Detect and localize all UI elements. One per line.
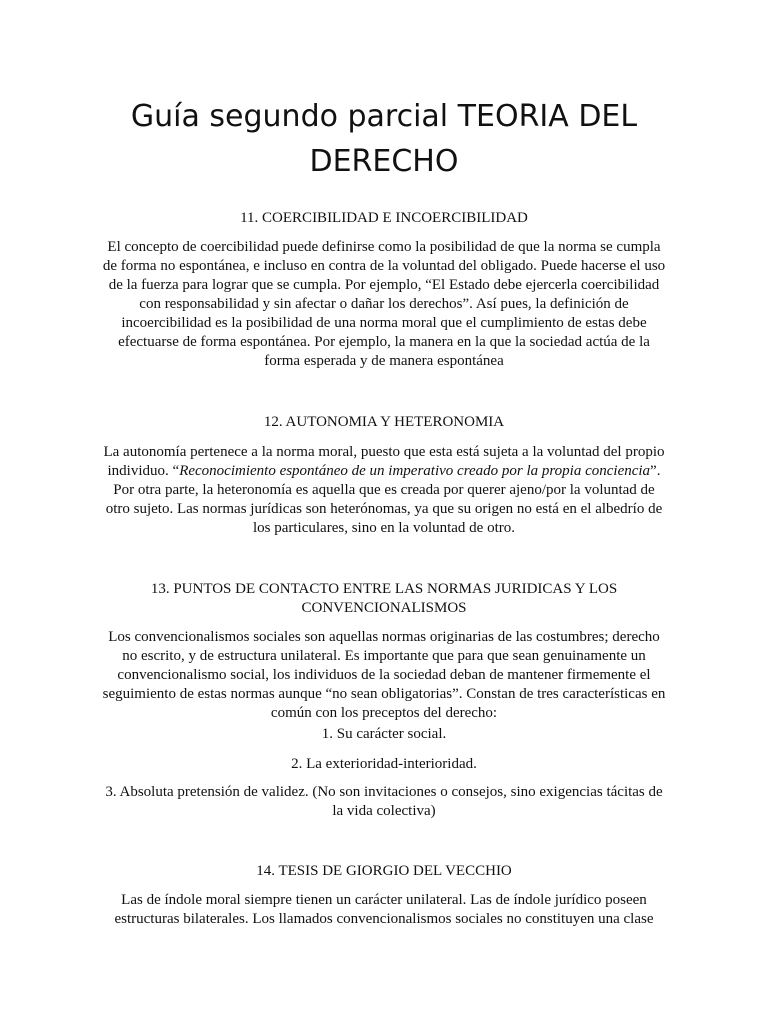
section-heading-11: 11. COERCIBILIDAD E INCOERCIBILIDAD bbox=[240, 210, 528, 226]
section-body-13: Los convencionalismos sociales son aquellas normas originarias de las costumbres; derecho no escrito, y de estructura unilateral. Es importante que para que sean genuinamente un convencionalismo social, los individuos de la sociedad deban de mantener firmemente el seguimiento de estas normas aunque “no sean obligatorias”. Constan de tres características en común con los preceptos del derecho: bbox=[102, 629, 666, 721]
list-item: 1. Su carácter social. bbox=[321, 726, 447, 742]
section-body-12 bbox=[100, 443, 668, 538]
section-body-12-text: La autonomía pertenece a la norma moral, puesto que esta está sujeta a la voluntad del propio individuo. “ bbox=[103, 444, 665, 479]
document-title: Guía segundo parcial TEORIA DEL DERECHO bbox=[130, 99, 638, 179]
section-body-14: Las de índole moral siempre tienen un carácter unilateral. Las de índole jurídico poseen estructuras bilaterales. Los llamados convencionalismos sociales no constituyen una clase bbox=[114, 892, 654, 927]
section-heading-14: 14. TESIS DE GIORGIO DEL VECCHIO bbox=[256, 863, 512, 879]
section-heading-12: 12. AUTONOMIA Y HETERONOMIA bbox=[263, 414, 505, 430]
section-body-12-quote: Reconocimiento espontáneo de un imperativo creado por la propia conciencia bbox=[179, 463, 651, 479]
list-item: 2. La exterioridad-interioridad. bbox=[291, 756, 477, 772]
section-body-12-text-after: ”. Por otra parte, la heteronomía es aquella que es creada por querer ajeno/por la voluntad de otro sujeto. Las normas jurídicas son heterónomas, ya que su origen no está en el albedrío de los particulares, sino en la voluntad de otro. bbox=[105, 463, 663, 536]
section-body-11: El concepto de coercibilidad puede definirse como la posibilidad de que la norma se cumpla de forma no espontánea, e incluso en contra de la voluntad del obligado. Puede hacerse el uso de la fuerza para lograr que se cumpla. Por ejemplo, “El Estado debe ejercerla coercibilidad con responsabilidad y sin afectar o dañar los derechos”. Así pues, la definición de incoercibilidad es la posibilidad de una norma moral que el cumplimiento de estas debe efectuarse de forma espontánea. Por ejemplo, la manera en la que la sociedad actúa de la forma esperada y de manera espontánea bbox=[102, 239, 666, 369]
section-heading-13: 13. PUNTOS DE CONTACTO ENTRE LAS NORMAS JURIDICAS Y LOS CONVENCIONALISMOS bbox=[150, 581, 618, 616]
list-item: 3. Absoluta pretensión de validez. (No son invitaciones o consejos, sino exigencias tácitas de la vida colectiva) bbox=[105, 784, 663, 819]
